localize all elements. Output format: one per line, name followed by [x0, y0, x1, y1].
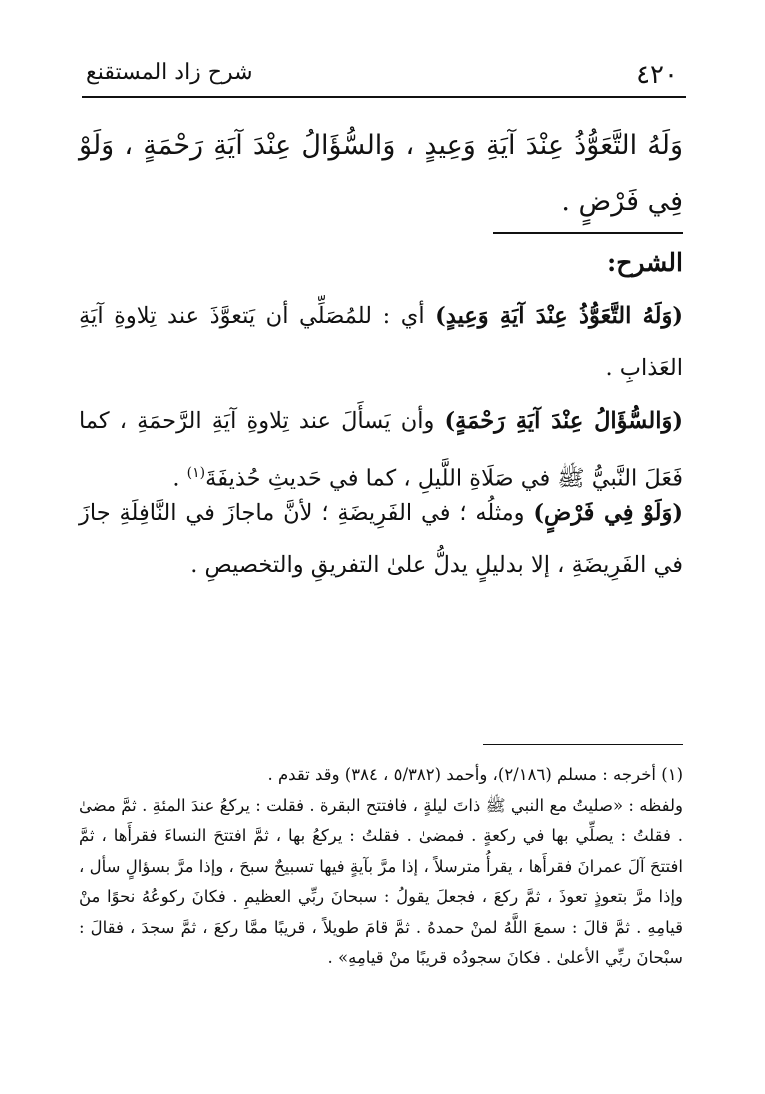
- sharh-paragraph: [79, 487, 683, 591]
- sharh-paragraph: [79, 290, 683, 394]
- quoted-matn: (وَلَوْ فِي فَرْضٍ): [533, 500, 684, 526]
- quoted-matn: (وَلَهُ التَّعَوُّذُ عِنْدَ آيَةِ وَعِيدٍ): [435, 303, 684, 329]
- quoted-matn: (وَالسُّؤَالُ عِنْدَ آيَةِ رَحْمَةٍ): [444, 408, 683, 434]
- paragraph-text: أي : للمُصَلِّي أن يَتعوَّذَ عند تِلاوةِ آيَةِ العَذابِ .: [79, 303, 683, 381]
- paragraph-text: ومثلُه ؛ في الفَرِيضَةِ ؛ لأنَّ ماجازَ في النَّافِلَةِ جازَ في الفَرِيضَةِ ، إلا بدليلٍ يدلُّ علىٰ التفريقِ والتخصيصِ .: [79, 500, 683, 578]
- footnote-source: (١) أخرجه : مسلم (٢/١٨٦)، وأحمد (٥/٣٨٢ ، ٣٨٤) وقد تقدم .: [267, 765, 683, 784]
- matn-text: وَلَهُ التَّعَوُّذُ عِنْدَ آيَةِ وَعِيدٍ ، وَالسُّؤَالُ عِنْدَ آيَةِ رَحْمَةٍ ، وَلَوْ فِي فَرْضٍ .: [79, 130, 683, 217]
- footnote-divider: [483, 744, 683, 745]
- sharh-heading: الشرح:: [606, 248, 683, 277]
- footnote-reference[interactable]: (١): [186, 465, 206, 481]
- page-number: ٤٢٠: [636, 60, 678, 90]
- paragraph-end: .: [172, 465, 187, 492]
- footnotes: [79, 760, 683, 974]
- page-header: [82, 52, 686, 98]
- paragraph-text: وأن يَسأَلَ عند تِلاوةِ آيَةِ الرَّحمَةِ ، كما فَعَلَ النَّبيُّ ﷺ في صَلَاةِ اللَّيلِ ، كما في حَديثِ حُذيفَةَ: [79, 408, 683, 492]
- matn-divider: [493, 232, 683, 234]
- footnote-hadith-text: ولفظه : «صليتُ مع النبي ﷺ ذاتَ ليلةٍ ، فافتتح البقرة . فقلت : يركعُ عندَ المئةِ . ثمَّ مضىٰ . فقلتُ : يصلِّي بها في ركعةٍ . فمضىٰ . فقلتُ : يركعُ بها ، ثمَّ افتتحَ النساءَ فقرأَها ، ثمَّ افتتحَ آلَ عمرانَ فقرأَها ، يقرأُ مترسلاً ، إذا مرَّ بآيةٍ فيها تسبيحٌ سبحَ ، وإذا مرَّ بسؤالٍ سأل ، وإذا مرَّ بتعوذٍ تعوذَ ، ثمَّ ركعَ ، فجعلَ يقولُ : سبحانَ ربِّي العظيمِ . فكانَ ركوعُهُ نحوًا منْ قيامِهِ . ثمَّ قالَ : سمعَ اللَّهُ لمنْ حمدهُ . ثمَّ قامَ طويلاً ، قريبًا ممَّا ركعَ ، ثمَّ سجدَ ، فقالَ : سبْحانَ ربِّي الأعلىٰ . فكانَ سجودُه قريبًا منْ قيامِهِ» .: [79, 795, 683, 967]
- book-title: شرح زاد المستقنع: [86, 60, 253, 85]
